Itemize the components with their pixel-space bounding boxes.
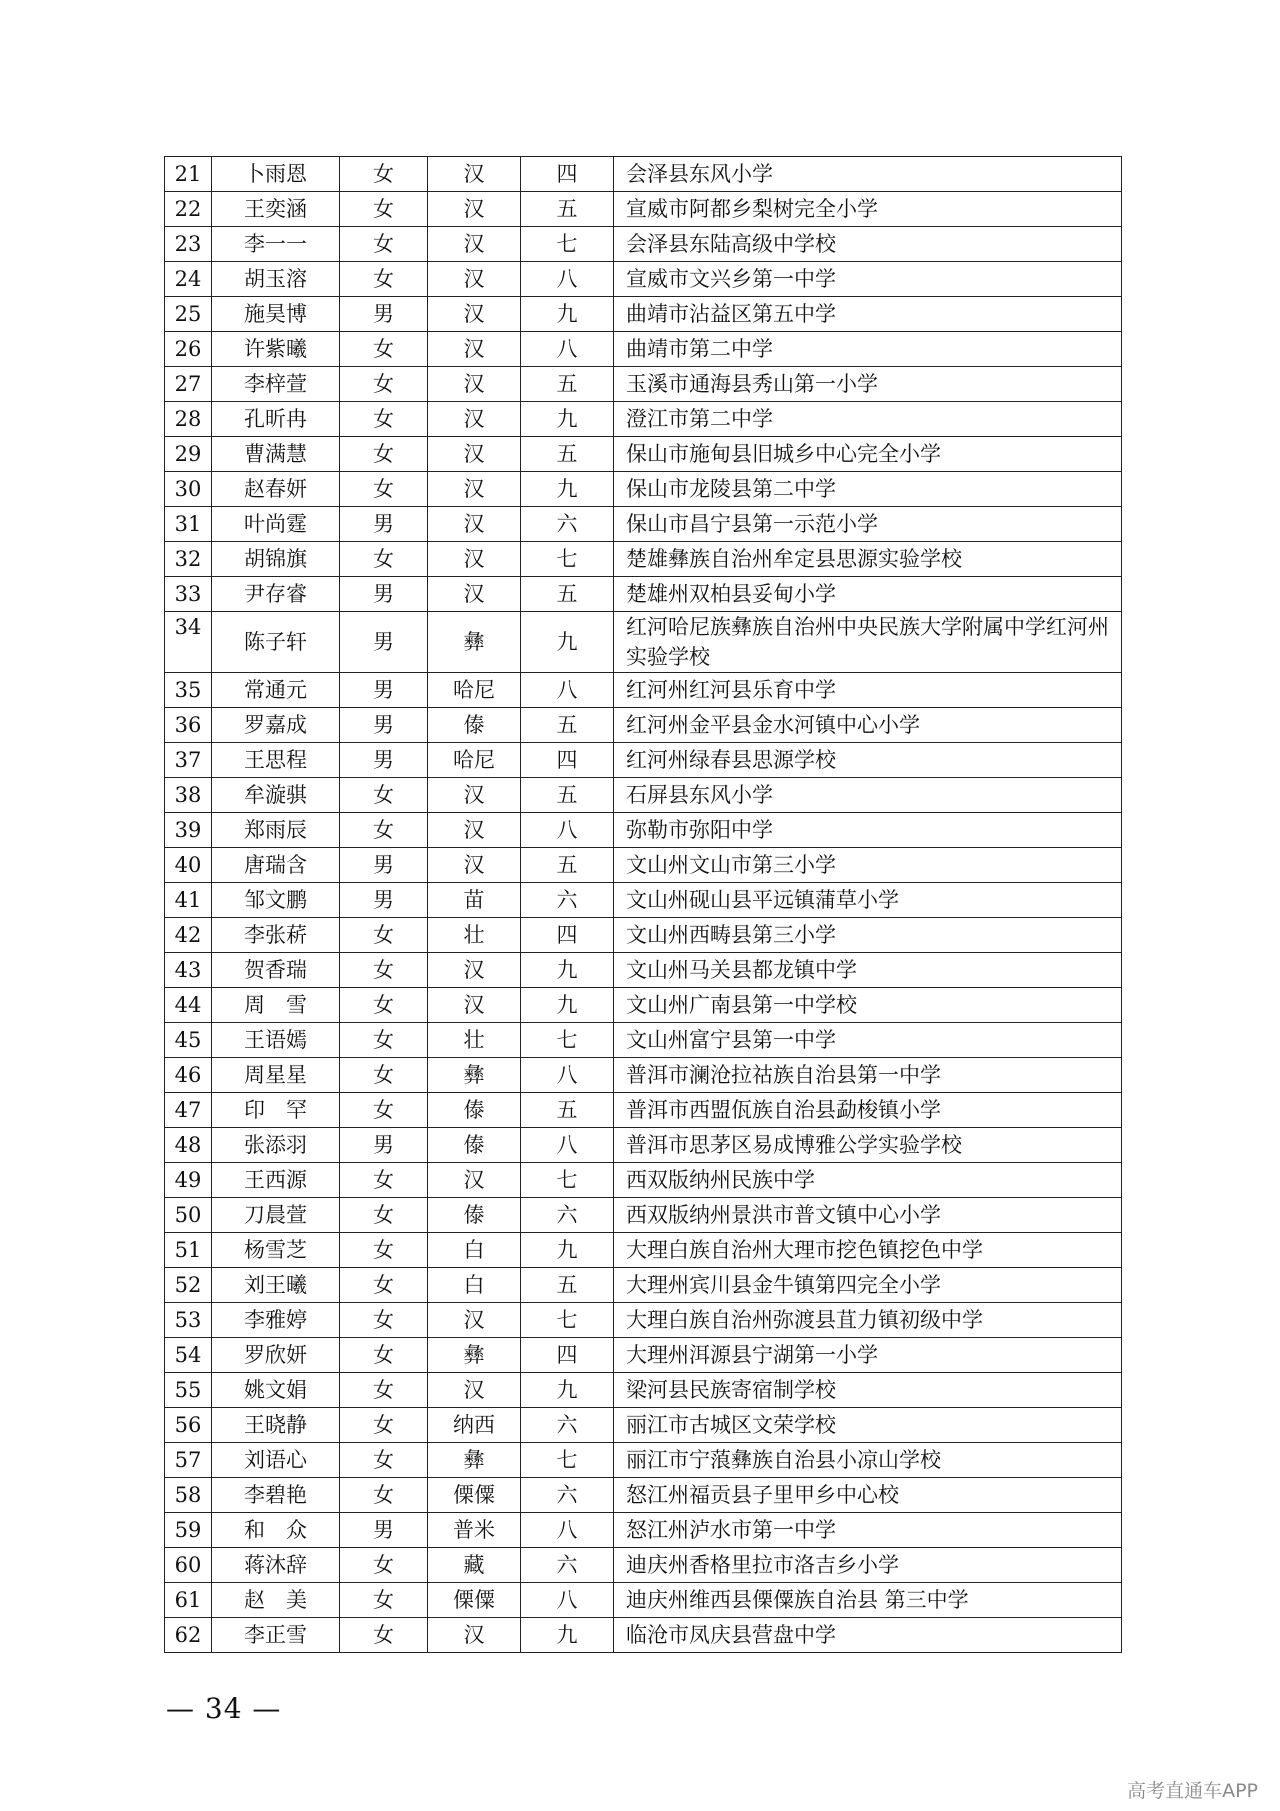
student-grade: 六 (521, 507, 614, 542)
student-name: 王西源 (212, 1163, 340, 1198)
student-ethnicity: 藏 (428, 1548, 521, 1583)
student-grade: 八 (521, 1513, 614, 1548)
student-grade: 九 (521, 953, 614, 988)
student-grade: 八 (521, 1058, 614, 1093)
table-row (165, 262, 1122, 297)
student-name: 张添羽 (212, 1128, 340, 1163)
school-name: 红河哈尼族彝族自治州中央民族大学附属中学红河州实验学校 (614, 612, 1122, 673)
student-ethnicity: 哈尼 (428, 673, 521, 708)
table-row (165, 1268, 1122, 1303)
school-name: 迪庆州维西县傈僳族自治县 第三中学 (614, 1583, 1122, 1618)
student-name: 刘语心 (212, 1443, 340, 1478)
student-ethnicity: 白 (428, 1233, 521, 1268)
table-row (165, 918, 1122, 953)
school-name: 临沧市凤庆县营盘中学 (614, 1618, 1122, 1653)
table-row (165, 1198, 1122, 1233)
student-name: 李雅婷 (212, 1303, 340, 1338)
student-gender: 女 (340, 1303, 428, 1338)
school-name: 保山市龙陵县第二中学 (614, 472, 1122, 507)
student-name: 李正雪 (212, 1618, 340, 1653)
student-name: 许紫曦 (212, 332, 340, 367)
school-name: 宣威市文兴乡第一中学 (614, 262, 1122, 297)
school-name: 红河州红河县乐育中学 (614, 673, 1122, 708)
student-grade: 九 (521, 1233, 614, 1268)
table-row (165, 542, 1122, 577)
school-name: 大理州洱源县宁湖第一小学 (614, 1338, 1122, 1373)
school-name: 丽江市古城区文荣学校 (614, 1408, 1122, 1443)
table-row (165, 192, 1122, 227)
student-gender: 男 (340, 507, 428, 542)
roster-body (165, 157, 1122, 1653)
student-roster-table (164, 156, 1122, 1653)
student-ethnicity: 傣 (428, 708, 521, 743)
row-number: 59 (165, 1513, 212, 1548)
student-gender: 女 (340, 1233, 428, 1268)
table-row (165, 1093, 1122, 1128)
student-gender: 女 (340, 192, 428, 227)
student-name: 邹文鹏 (212, 883, 340, 918)
row-number: 44 (165, 988, 212, 1023)
student-gender: 女 (340, 1268, 428, 1303)
student-grade: 五 (521, 1093, 614, 1128)
row-number: 53 (165, 1303, 212, 1338)
student-ethnicity: 汉 (428, 1163, 521, 1198)
student-ethnicity: 壮 (428, 1023, 521, 1058)
student-gender: 女 (340, 1058, 428, 1093)
student-name: 刘王曦 (212, 1268, 340, 1303)
student-gender: 男 (340, 848, 428, 883)
student-name: 罗嘉成 (212, 708, 340, 743)
row-number: 28 (165, 402, 212, 437)
table-row (165, 472, 1122, 507)
school-name: 弥勒市弥阳中学 (614, 813, 1122, 848)
student-gender: 女 (340, 262, 428, 297)
student-name: 叶尚霆 (212, 507, 340, 542)
student-name: 周星星 (212, 1058, 340, 1093)
table-row (165, 1618, 1122, 1653)
student-gender: 女 (340, 1618, 428, 1653)
row-number: 56 (165, 1408, 212, 1443)
table-row (165, 1058, 1122, 1093)
table-row (165, 1408, 1122, 1443)
school-name: 大理州宾川县金牛镇第四完全小学 (614, 1268, 1122, 1303)
table-row (165, 1303, 1122, 1338)
student-ethnicity: 汉 (428, 1618, 521, 1653)
student-grade: 八 (521, 332, 614, 367)
student-gender: 女 (340, 1478, 428, 1513)
student-name: 姚文娟 (212, 1373, 340, 1408)
row-number: 45 (165, 1023, 212, 1058)
table-row (165, 157, 1122, 192)
student-name: 曹满慧 (212, 437, 340, 472)
school-name: 普洱市澜沧拉祜族自治县第一中学 (614, 1058, 1122, 1093)
student-name: 卜雨恩 (212, 157, 340, 192)
row-number: 24 (165, 262, 212, 297)
student-name: 李一一 (212, 227, 340, 262)
student-name: 胡锦旗 (212, 542, 340, 577)
student-ethnicity: 汉 (428, 402, 521, 437)
student-name: 王奕涵 (212, 192, 340, 227)
row-number: 32 (165, 542, 212, 577)
student-ethnicity: 傈僳 (428, 1478, 521, 1513)
student-ethnicity: 白 (428, 1268, 521, 1303)
student-gender: 女 (340, 542, 428, 577)
student-name: 印 罕 (212, 1093, 340, 1128)
student-ethnicity: 傣 (428, 1093, 521, 1128)
table-row (165, 813, 1122, 848)
student-ethnicity: 傈僳 (428, 1583, 521, 1618)
student-ethnicity: 普米 (428, 1513, 521, 1548)
table-row (165, 297, 1122, 332)
student-name: 杨雪芝 (212, 1233, 340, 1268)
student-gender: 男 (340, 612, 428, 673)
student-gender: 女 (340, 813, 428, 848)
student-grade: 八 (521, 262, 614, 297)
student-grade: 五 (521, 708, 614, 743)
student-grade: 九 (521, 402, 614, 437)
school-name: 会泽县东风小学 (614, 157, 1122, 192)
student-grade: 八 (521, 1128, 614, 1163)
student-ethnicity: 汉 (428, 577, 521, 612)
school-name: 西双版纳州民族中学 (614, 1163, 1122, 1198)
school-name: 西双版纳州景洪市普文镇中心小学 (614, 1198, 1122, 1233)
table-row (165, 1233, 1122, 1268)
student-gender: 男 (340, 708, 428, 743)
table-row (165, 1548, 1122, 1583)
student-ethnicity: 汉 (428, 953, 521, 988)
student-grade: 四 (521, 1338, 614, 1373)
school-name: 梁河县民族寄宿制学校 (614, 1373, 1122, 1408)
school-name: 会泽县东陆高级中学校 (614, 227, 1122, 262)
table-row (165, 1338, 1122, 1373)
table-row (165, 437, 1122, 472)
student-name: 赵春妍 (212, 472, 340, 507)
table-row (165, 402, 1122, 437)
table-row (165, 1583, 1122, 1618)
row-number: 29 (165, 437, 212, 472)
student-ethnicity: 傣 (428, 1128, 521, 1163)
row-number: 58 (165, 1478, 212, 1513)
school-name: 怒江州福贡县子里甲乡中心校 (614, 1478, 1122, 1513)
table-row (165, 612, 1122, 673)
student-ethnicity: 汉 (428, 988, 521, 1023)
row-number: 57 (165, 1443, 212, 1478)
student-gender: 男 (340, 673, 428, 708)
student-grade: 九 (521, 472, 614, 507)
student-ethnicity: 汉 (428, 227, 521, 262)
row-number: 42 (165, 918, 212, 953)
table-row (165, 1443, 1122, 1478)
school-name: 普洱市思茅区易成博雅公学实验学校 (614, 1128, 1122, 1163)
student-ethnicity: 彝 (428, 1338, 521, 1373)
student-gender: 女 (340, 437, 428, 472)
student-ethnicity: 汉 (428, 542, 521, 577)
student-ethnicity: 壮 (428, 918, 521, 953)
student-grade: 五 (521, 577, 614, 612)
school-name: 楚雄彝族自治州牟定县思源实验学校 (614, 542, 1122, 577)
student-name: 王思程 (212, 743, 340, 778)
student-grade: 五 (521, 848, 614, 883)
student-ethnicity: 汉 (428, 192, 521, 227)
student-gender: 男 (340, 1513, 428, 1548)
student-ethnicity: 汉 (428, 157, 521, 192)
student-grade: 五 (521, 1268, 614, 1303)
row-number: 30 (165, 472, 212, 507)
student-grade: 六 (521, 1198, 614, 1233)
row-number: 36 (165, 708, 212, 743)
student-gender: 男 (340, 1128, 428, 1163)
student-grade: 六 (521, 1478, 614, 1513)
table-row (165, 507, 1122, 542)
student-ethnicity: 汉 (428, 367, 521, 402)
student-gender: 男 (340, 883, 428, 918)
student-grade: 四 (521, 157, 614, 192)
student-grade: 七 (521, 227, 614, 262)
row-number: 33 (165, 577, 212, 612)
school-name: 文山州西畴县第三小学 (614, 918, 1122, 953)
student-grade: 七 (521, 1443, 614, 1478)
student-ethnicity: 彝 (428, 1443, 521, 1478)
table-row (165, 227, 1122, 262)
student-name: 刀晨萱 (212, 1198, 340, 1233)
student-gender: 男 (340, 743, 428, 778)
table-row (165, 883, 1122, 918)
row-number: 55 (165, 1373, 212, 1408)
table-row (165, 1128, 1122, 1163)
student-name: 李梓萱 (212, 367, 340, 402)
row-number: 48 (165, 1128, 212, 1163)
student-grade: 七 (521, 1303, 614, 1338)
student-name: 罗欣妍 (212, 1338, 340, 1373)
row-number: 27 (165, 367, 212, 402)
school-name: 文山州马关县都龙镇中学 (614, 953, 1122, 988)
table-row (165, 708, 1122, 743)
table-row (165, 1478, 1122, 1513)
student-name: 郑雨辰 (212, 813, 340, 848)
row-number: 25 (165, 297, 212, 332)
student-grade: 四 (521, 743, 614, 778)
student-name: 胡玉溶 (212, 262, 340, 297)
student-name: 孔昕冉 (212, 402, 340, 437)
student-gender: 女 (340, 953, 428, 988)
row-number: 40 (165, 848, 212, 883)
student-name: 牟漩骐 (212, 778, 340, 813)
table-row (165, 577, 1122, 612)
row-number: 50 (165, 1198, 212, 1233)
student-gender: 女 (340, 472, 428, 507)
student-gender: 女 (340, 1443, 428, 1478)
student-ethnicity: 汉 (428, 1303, 521, 1338)
table-row (165, 848, 1122, 883)
row-number: 37 (165, 743, 212, 778)
student-grade: 六 (521, 1548, 614, 1583)
student-ethnicity: 傣 (428, 1198, 521, 1233)
table-row (165, 778, 1122, 813)
student-name: 李碧艳 (212, 1478, 340, 1513)
student-gender: 女 (340, 1583, 428, 1618)
row-number: 23 (165, 227, 212, 262)
student-gender: 女 (340, 1093, 428, 1128)
school-name: 保山市昌宁县第一示范小学 (614, 507, 1122, 542)
row-number: 47 (165, 1093, 212, 1128)
student-name: 常通元 (212, 673, 340, 708)
page-number: — 34 — (166, 1692, 282, 1725)
student-grade: 五 (521, 437, 614, 472)
student-name: 赵 美 (212, 1583, 340, 1618)
school-name: 大理白族自治州大理市挖色镇挖色中学 (614, 1233, 1122, 1268)
student-gender: 女 (340, 1408, 428, 1443)
student-grade: 八 (521, 1583, 614, 1618)
student-ethnicity: 彝 (428, 612, 521, 673)
student-gender: 女 (340, 1198, 428, 1233)
row-number: 46 (165, 1058, 212, 1093)
student-gender: 女 (340, 402, 428, 437)
student-grade: 九 (521, 1373, 614, 1408)
student-name: 王晓静 (212, 1408, 340, 1443)
student-ethnicity: 纳西 (428, 1408, 521, 1443)
student-gender: 男 (340, 297, 428, 332)
student-gender: 女 (340, 988, 428, 1023)
student-gender: 女 (340, 1338, 428, 1373)
row-number: 60 (165, 1548, 212, 1583)
student-grade: 七 (521, 1163, 614, 1198)
student-grade: 八 (521, 673, 614, 708)
row-number: 51 (165, 1233, 212, 1268)
row-number: 38 (165, 778, 212, 813)
row-number: 31 (165, 507, 212, 542)
school-name: 文山州富宁县第一中学 (614, 1023, 1122, 1058)
table-row (165, 1373, 1122, 1408)
school-name: 石屏县东风小学 (614, 778, 1122, 813)
table-row (165, 988, 1122, 1023)
student-grade: 五 (521, 192, 614, 227)
student-grade: 六 (521, 883, 614, 918)
table-row (165, 1163, 1122, 1198)
school-name: 怒江州泸水市第一中学 (614, 1513, 1122, 1548)
school-name: 保山市施甸县旧城乡中心完全小学 (614, 437, 1122, 472)
table-row (165, 1023, 1122, 1058)
student-name: 王语嫣 (212, 1023, 340, 1058)
student-grade: 九 (521, 612, 614, 673)
student-gender: 女 (340, 1373, 428, 1408)
school-name: 曲靖市第二中学 (614, 332, 1122, 367)
row-number: 39 (165, 813, 212, 848)
row-number: 41 (165, 883, 212, 918)
student-ethnicity: 汉 (428, 848, 521, 883)
row-number: 21 (165, 157, 212, 192)
student-name: 陈子轩 (212, 612, 340, 673)
student-ethnicity: 汉 (428, 1373, 521, 1408)
student-name: 李张菥 (212, 918, 340, 953)
student-grade: 七 (521, 542, 614, 577)
student-gender: 女 (340, 157, 428, 192)
student-ethnicity: 汉 (428, 813, 521, 848)
student-grade: 九 (521, 297, 614, 332)
row-number: 34 (165, 612, 212, 673)
student-gender: 女 (340, 1023, 428, 1058)
school-name: 大理白族自治州弥渡县苴力镇初级中学 (614, 1303, 1122, 1338)
student-ethnicity: 汉 (428, 472, 521, 507)
student-gender: 女 (340, 227, 428, 262)
student-ethnicity: 汉 (428, 507, 521, 542)
school-name: 红河州金平县金水河镇中心小学 (614, 708, 1122, 743)
student-grade: 四 (521, 918, 614, 953)
student-gender: 女 (340, 778, 428, 813)
student-name: 周 雪 (212, 988, 340, 1023)
student-name: 贺香瑞 (212, 953, 340, 988)
student-gender: 女 (340, 918, 428, 953)
row-number: 26 (165, 332, 212, 367)
student-ethnicity: 彝 (428, 1058, 521, 1093)
school-name: 宣威市阿都乡梨树完全小学 (614, 192, 1122, 227)
table-row (165, 953, 1122, 988)
table-row (165, 673, 1122, 708)
row-number: 49 (165, 1163, 212, 1198)
school-name: 红河州绿春县思源学校 (614, 743, 1122, 778)
student-grade: 八 (521, 813, 614, 848)
student-gender: 女 (340, 1548, 428, 1583)
table-row (165, 743, 1122, 778)
row-number: 52 (165, 1268, 212, 1303)
student-gender: 女 (340, 367, 428, 402)
table-row (165, 332, 1122, 367)
student-grade: 七 (521, 1023, 614, 1058)
student-grade: 六 (521, 1408, 614, 1443)
student-gender: 女 (340, 332, 428, 367)
student-name: 施昊博 (212, 297, 340, 332)
student-ethnicity: 汉 (428, 437, 521, 472)
student-ethnicity: 哈尼 (428, 743, 521, 778)
student-name: 尹存睿 (212, 577, 340, 612)
school-name: 曲靖市沾益区第五中学 (614, 297, 1122, 332)
table-row (165, 1513, 1122, 1548)
row-number: 43 (165, 953, 212, 988)
school-name: 丽江市宁蒗彝族自治县小凉山学校 (614, 1443, 1122, 1478)
student-gender: 女 (340, 1163, 428, 1198)
student-grade: 五 (521, 778, 614, 813)
school-name: 澄江市第二中学 (614, 402, 1122, 437)
student-ethnicity: 汉 (428, 332, 521, 367)
student-grade: 九 (521, 988, 614, 1023)
school-name: 文山州文山市第三小学 (614, 848, 1122, 883)
school-name: 玉溪市通海县秀山第一小学 (614, 367, 1122, 402)
school-name: 楚雄州双柏县妥甸小学 (614, 577, 1122, 612)
student-gender: 男 (340, 577, 428, 612)
row-number: 54 (165, 1338, 212, 1373)
student-name: 和 众 (212, 1513, 340, 1548)
row-number: 62 (165, 1618, 212, 1653)
row-number: 61 (165, 1583, 212, 1618)
student-grade: 九 (521, 1618, 614, 1653)
row-number: 35 (165, 673, 212, 708)
school-name: 迪庆州香格里拉市洛吉乡小学 (614, 1548, 1122, 1583)
school-name: 普洱市西盟佤族自治县勐梭镇小学 (614, 1093, 1122, 1128)
school-name: 文山州广南县第一中学校 (614, 988, 1122, 1023)
table-row (165, 367, 1122, 402)
school-name: 文山州砚山县平远镇蒲草小学 (614, 883, 1122, 918)
student-ethnicity: 汉 (428, 297, 521, 332)
watermark: 高考直通车APP (1127, 1780, 1258, 1802)
student-name: 蒋沐辞 (212, 1548, 340, 1583)
row-number: 22 (165, 192, 212, 227)
student-ethnicity: 汉 (428, 778, 521, 813)
student-grade: 五 (521, 367, 614, 402)
student-ethnicity: 汉 (428, 262, 521, 297)
student-ethnicity: 苗 (428, 883, 521, 918)
student-name: 唐瑞含 (212, 848, 340, 883)
